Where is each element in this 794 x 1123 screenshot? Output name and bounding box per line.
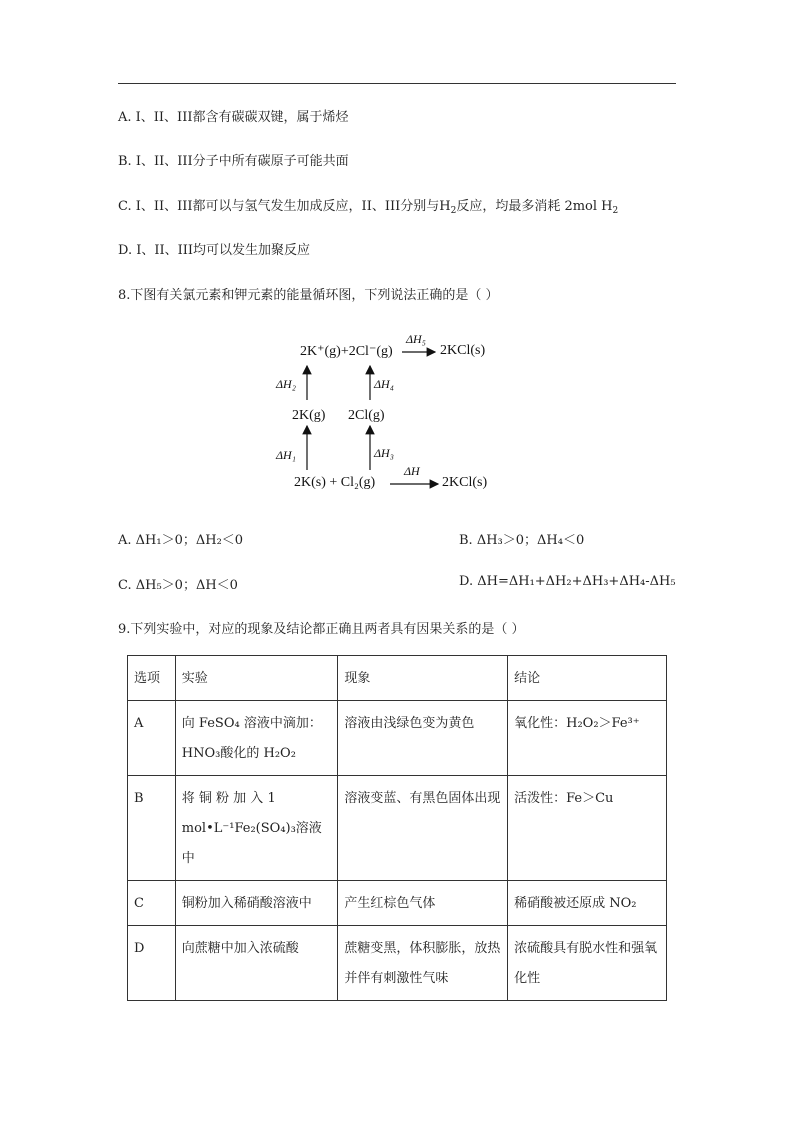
dh5-label: ΔH₅ (406, 332, 426, 346)
experiment-table (127, 655, 667, 1001)
q7-option-b: B. I、II、III分子中所有碳原子可能共面 (118, 154, 349, 169)
q8-option-a: A. ΔH₁＞0；ΔH₂＜0 (118, 533, 244, 548)
top-left-species: 2K⁺(g)+2Cl⁻(g) (300, 344, 393, 359)
top-right-species: 2KCl(s) (440, 343, 486, 358)
row-conclusion: 活泼性：Fe＞Cu (508, 776, 667, 881)
energy-cycle-diagram (270, 330, 530, 500)
header-experiment: 实验 (175, 656, 338, 701)
header-rule (118, 83, 676, 84)
dh1-label: ΔH₁ (276, 448, 296, 462)
row-experiment: 将 铜 粉 加 入 1 mol•L⁻¹Fe₂(SO₄)₃溶液中 (175, 776, 338, 881)
row-phenomenon: 溶液由浅绿色变为黄色 (338, 701, 508, 776)
q7-option-c: C. I、II、III都可以与氢气发生加成反应，II、III分别与$H_2$反应，均最多消耗 2mol $H_2$ (118, 199, 619, 216)
table-row (128, 776, 667, 881)
header-phenomenon: 现象 (338, 656, 508, 701)
row-phenomenon: 蔗糖变黑，体积膨胀，放热并伴有刺激性气味 (338, 926, 508, 1001)
mid-left-species: 2K(g) (292, 408, 326, 423)
row-experiment: 向蔗糖中加入浓硫酸 (175, 926, 338, 1001)
q8-stem: 8.下图有关氯元素和钾元素的能量循环图，下列说法正确的是（ ） (118, 288, 499, 303)
table-row (128, 701, 667, 776)
q8-option-c: C. ΔH₅＞0；ΔH＜0 (118, 578, 238, 593)
dh-label: ΔH (404, 464, 420, 478)
bottom-right-species: 2KCl(s) (442, 475, 488, 490)
row-phenomenon: 产生红棕色气体 (338, 881, 508, 926)
header-conclusion: 结论 (508, 656, 667, 701)
row-phenomenon: 溶液变蓝、有黑色固体出现 (338, 776, 508, 881)
row-option: C (128, 881, 176, 926)
row-conclusion: 浓硫酸具有脱水性和强氧化性 (508, 926, 667, 1001)
row-option: A (128, 701, 176, 776)
table-row (128, 926, 667, 1001)
table-row (128, 881, 667, 926)
bottom-left-species: 2K(s) + Cl₂(g) (294, 475, 376, 490)
row-option: B (128, 776, 176, 881)
dh4-label: ΔH₄ (374, 377, 394, 391)
q8-option-d: D. ΔH=ΔH₁+ΔH₂+ΔH₃+ΔH₄-ΔH₅ (459, 574, 676, 589)
row-conclusion: 稀硝酸被还原成 NO₂ (508, 881, 667, 926)
row-experiment: 向 FeSO₄ 溶液中滴加：HNO₃酸化的 H₂O₂ (175, 701, 338, 776)
dh2-label: ΔH₂ (276, 377, 296, 391)
table-header-row (128, 656, 667, 701)
q7-option-d: D. I、II、III均可以发生加聚反应 (118, 243, 311, 258)
q9-stem: 9.下列实验中，对应的现象及结论都正确且两者具有因果关系的是（ ） (118, 622, 525, 637)
q8-option-b: B. ΔH₃＞0；ΔH₄＜0 (459, 533, 585, 548)
row-option: D (128, 926, 176, 1001)
dh3-label: ΔH₃ (374, 446, 394, 460)
row-experiment: 铜粉加入稀硝酸溶液中 (175, 881, 338, 926)
mid-right-species: 2Cl(g) (348, 408, 385, 423)
row-conclusion: 氧化性：H₂O₂＞Fe³⁺ (508, 701, 667, 776)
header-option: 选项 (128, 656, 176, 701)
q7-option-a: A. I、II、III都含有碳碳双键，属于烯烃 (118, 110, 349, 125)
